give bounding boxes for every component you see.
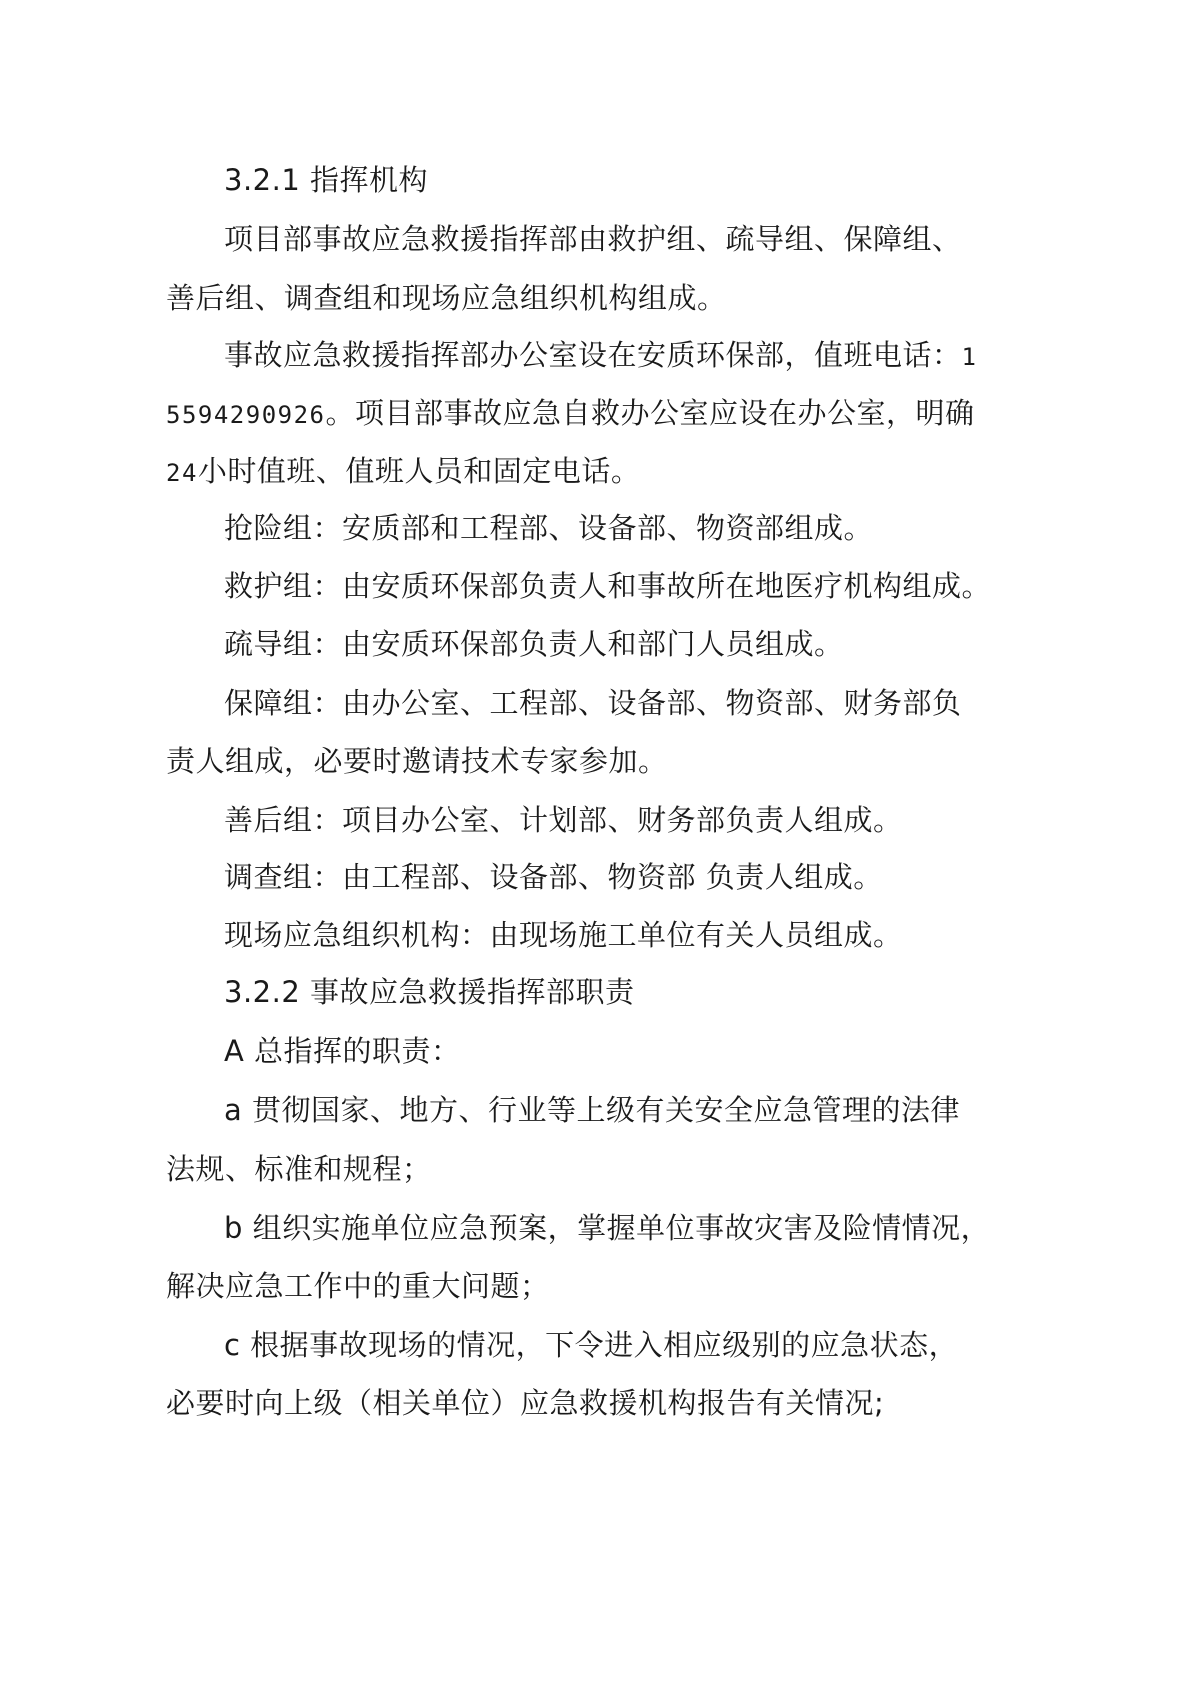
onsite-organization: 现场应急组织机构：由现场施工单位有关人员组成。	[224, 918, 903, 952]
team-rescue: 抢险组：安质部和工程部、设备部、物资部组成。	[224, 511, 874, 545]
team-evacuation: 疏导组：由安质环保部负责人和部门人员组成。	[224, 627, 844, 661]
paragraph-line: 项目部事故应急救援指挥部由救护组、疏导组、保障组、	[224, 222, 962, 256]
subheading-commander-duties: A 总指挥的职责：	[224, 1034, 461, 1068]
section-heading-3-2-1: 3.2.1 指挥机构	[224, 163, 429, 197]
duty-item-a: a 贯彻国家、地方、行业等上级有关安全应急管理的法律	[224, 1093, 960, 1127]
section-heading-3-2-2: 3.2.2 事故应急救援指挥部职责	[224, 975, 635, 1009]
duty-item-c-cont: 必要时向上级（相关单位）应急救援机构报告有关情况;	[166, 1386, 885, 1420]
team-support-cont: 责人组成，必要时邀请技术专家参加。	[166, 744, 668, 778]
duty-item-a-cont: 法规、标准和规程；	[166, 1152, 432, 1186]
office-text: 小时值班、值班人员和固定电话。	[197, 454, 641, 488]
phone-number-part: 1	[961, 343, 978, 371]
team-medical: 救护组：由安质环保部负责人和事故所在地医疗机构组成。	[224, 569, 992, 603]
team-support: 保障组：由办公室、工程部、设备部、物资部、财务部负	[224, 686, 962, 720]
duty-item-b: b 组织实施单位应急预案，掌握单位事故灾害及险情情况，	[224, 1211, 991, 1245]
duty-item-b-cont: 解决应急工作中的重大问题；	[166, 1269, 550, 1303]
team-aftermath: 善后组：项目办公室、计划部、财务部负责人组成。	[224, 803, 903, 837]
duty-item-c: c 根据事故现场的情况，下令进入相应级别的应急状态，	[224, 1328, 959, 1362]
office-text: 事故应急救援指挥部办公室设在安质环保部，值班电话：	[224, 338, 962, 372]
office-text: 。项目部事故应急自救办公室应设在办公室，明确	[325, 396, 975, 430]
paragraph-line	[224, 335, 977, 375]
paragraph-line: 善后组、调查组和现场应急组织机构组成。	[166, 281, 727, 315]
paragraph-line	[166, 451, 640, 491]
hours-number: 24	[166, 459, 198, 487]
team-investigation: 调查组：由工程部、设备部、物资部 负责人组成。	[224, 860, 883, 894]
phone-number-part: 5594290926	[166, 401, 326, 429]
paragraph-line	[166, 393, 975, 433]
